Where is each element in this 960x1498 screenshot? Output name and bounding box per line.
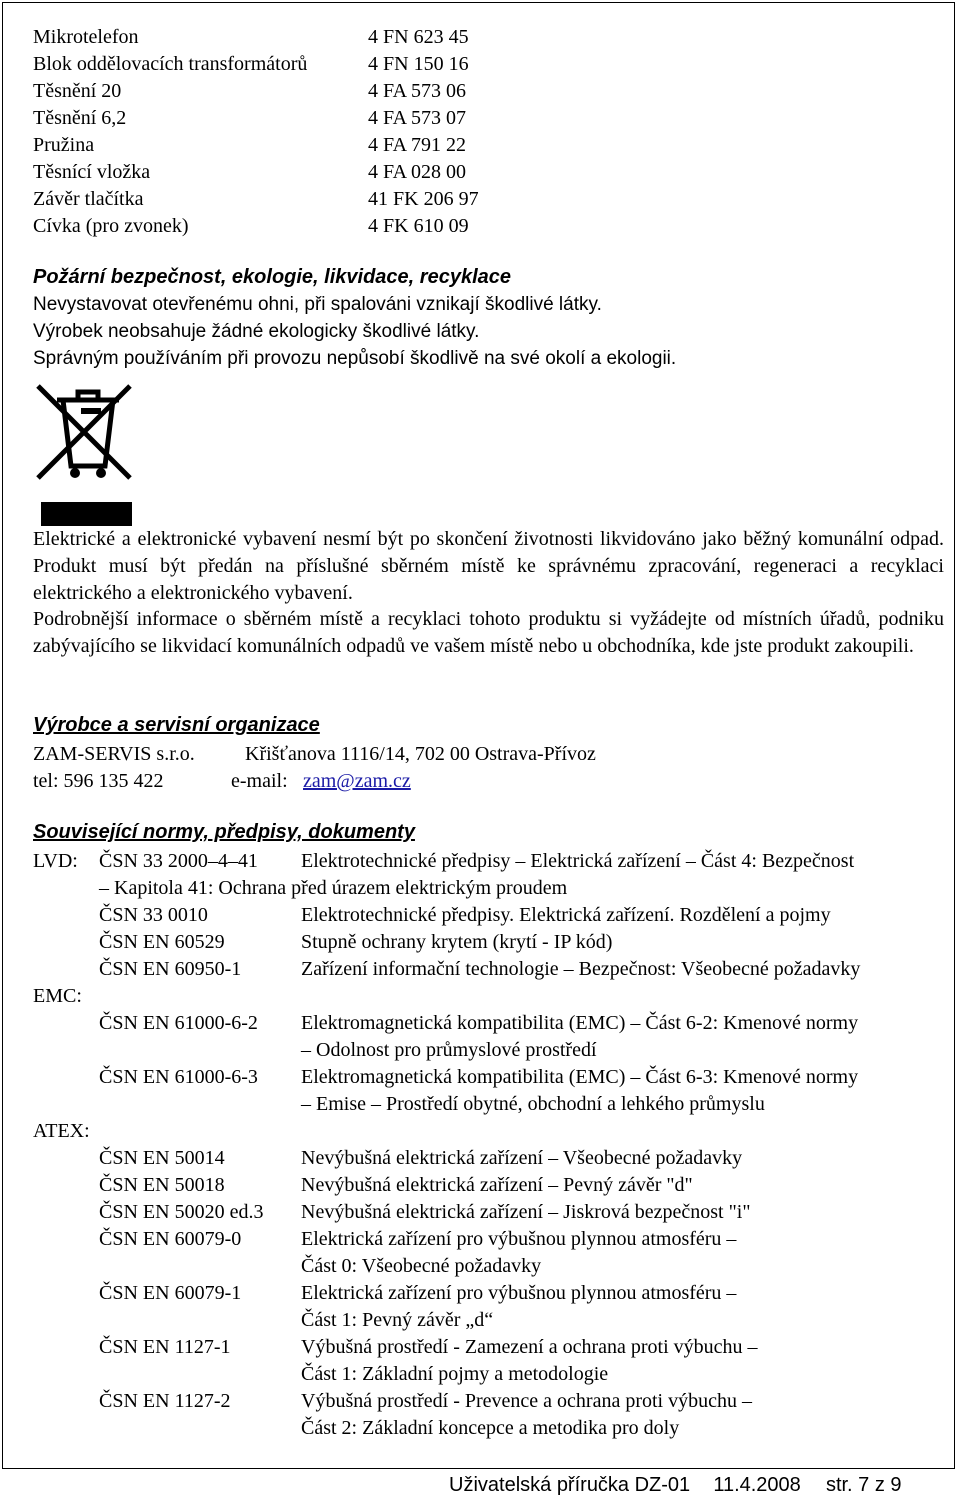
part-code: 4 FA 791 22 <box>368 134 466 156</box>
part-name: Cívka (pro zvonek) <box>33 215 189 237</box>
company-address: Křišťanova 1116/14, 702 00 Ostrava-Přívoz <box>245 743 596 765</box>
part-name: Blok oddělovacích transformátorů <box>33 53 308 75</box>
part-code: 4 FA 028 00 <box>368 161 466 183</box>
norm-description: Výbušná prostředí - Zamezení a ochrana proti výbuchu – <box>301 1336 758 1358</box>
email-label: e-mail: <box>231 770 288 792</box>
part-code: 4 FK 610 09 <box>368 215 469 237</box>
part-code: 4 FN 623 45 <box>368 26 469 48</box>
part-name: Těsnění 6,2 <box>33 107 127 129</box>
norm-description: Nevýbušná elektrická zařízení – Všeobecné požadavky <box>301 1147 743 1169</box>
norm-code: ČSN EN 50020 ed.3 <box>99 1201 264 1223</box>
page-footer <box>449 1474 902 1497</box>
norm-code: ČSN EN 61000-6-2 <box>99 1012 258 1034</box>
norm-description: Zařízení informační technologie – Bezpečnost: Všeobecné požadavky <box>301 958 861 980</box>
fire-safety-line: Správným používáním při provozu nepůsobí škodlivě na své okolí a ekologii. <box>33 348 677 369</box>
norm-code: ČSN EN 50018 <box>99 1174 225 1196</box>
norm-description-cont: – Kapitola 41: Ochrana před úrazem elektrickým proudem <box>99 877 568 899</box>
norm-description: Nevýbušná elektrická zařízení – Pevný závěr "d" <box>301 1174 693 1196</box>
part-name: Závěr tlačítka <box>33 188 144 210</box>
norm-description-cont: Část 2: Základní koncepce a metodika pro doly <box>301 1417 680 1439</box>
norm-code: ČSN 33 2000–4–41 <box>99 850 258 872</box>
norm-description: Nevýbušná elektrická zařízení – Jiskrová bezpečnost "i" <box>301 1201 751 1223</box>
email-link[interactable]: zam@zam.cz <box>303 770 411 792</box>
part-code: 4 FA 573 07 <box>368 107 466 129</box>
disposal-paragraph: Elektrické a elektronické vybavení nesmí být po skončení životnosti likvidováno jako běžný komunální odpad. Produkt musí být předán na příslušné sběrném místě ke správnému zpracování, regeneraci a recyklaci elektrického a elektronického vybavení. <box>33 528 944 604</box>
norm-code: ČSN EN 1127-2 <box>99 1390 231 1412</box>
norm-description: Elektrická zařízení pro výbušnou plynnou atmosféru – <box>301 1282 737 1304</box>
norm-description-cont: – Emise – Prostředí obytné, obchodní a lehkého průmyslu <box>301 1093 765 1115</box>
norm-description-cont: Část 1: Pevný závěr „d“ <box>301 1309 494 1331</box>
norm-description: Elektrická zařízení pro výbušnou plynnou atmosféru – <box>301 1228 737 1250</box>
norm-description: Výbušná prostředí - Prevence a ochrana proti výbuchu – <box>301 1390 752 1412</box>
part-name: Pružina <box>33 134 95 156</box>
fire-safety-heading: Požární bezpečnost, ekologie, likvidace, recyklace <box>33 266 511 288</box>
part-name: Mikrotelefon <box>33 26 139 48</box>
fire-safety-line: Nevystavovat otevřenému ohni, při spalováni vznikají škodlivé látky. <box>33 294 602 315</box>
part-code: 4 FA 573 06 <box>368 80 466 102</box>
disposal-info-paragraph: Podrobnější informace o sběrném místě a recyklaci tohoto produktu si vyžádejte od místních úřadů, podniku zabývajícího se likvidací komunálních odpadů ve vašem místě nebo u obchodníka, kde jste produkt zakoupili. <box>33 608 944 657</box>
norm-code: ČSN EN 60529 <box>99 931 225 953</box>
part-code: 4 FN 150 16 <box>368 53 469 75</box>
norm-code: ČSN EN 60079-1 <box>99 1282 242 1304</box>
norm-description-cont: – Odolnost pro průmyslové prostředí <box>301 1039 597 1061</box>
norm-description-cont: Část 0: Všeobecné požadavky <box>301 1255 542 1277</box>
manufacturer-heading: Výrobce a servisní organizace <box>33 714 320 736</box>
norm-code: ČSN EN 60950-1 <box>99 958 242 980</box>
norm-code: ČSN EN 60079-0 <box>99 1228 242 1250</box>
norm-description-cont: Část 1: Základní pojmy a metodologie <box>301 1363 609 1385</box>
norm-description: Elektrotechnické předpisy – Elektrická zařízení – Část 4: Bezpečnost <box>301 850 855 872</box>
phone-number: tel: 596 135 422 <box>33 770 164 792</box>
part-name: Těsnění 20 <box>33 80 122 102</box>
norm-code: ČSN 33 0010 <box>99 904 208 926</box>
part-name: Těsnící vložka <box>33 161 151 183</box>
norm-code: ČSN EN 1127-1 <box>99 1336 231 1358</box>
company-name: ZAM-SERVIS s.r.o. <box>33 743 195 765</box>
norm-description: Elektromagnetická kompatibilita (EMC) – Část 6-2: Kmenové normy <box>301 1012 859 1034</box>
footer-date: 11.4.2008 <box>713 1474 801 1496</box>
footer-document: Uživatelská příručka DZ-01 <box>449 1474 691 1496</box>
part-code: 41 FK 206 97 <box>368 188 479 210</box>
norm-code: ČSN EN 50014 <box>99 1147 225 1169</box>
norm-description: Elektromagnetická kompatibilita (EMC) – Část 6-3: Kmenové normy <box>301 1066 859 1088</box>
norm-description: Elektrotechnické předpisy. Elektrická zařízení. Rozdělení a pojmy <box>301 904 831 926</box>
norm-code: ČSN EN 61000-6-3 <box>99 1066 258 1088</box>
lvd-label: LVD: <box>33 850 78 872</box>
emc-label: EMC: <box>33 985 82 1007</box>
norms-heading: Související normy, předpisy, dokumenty <box>33 821 415 843</box>
footer-page-number: str. 7 z 9 <box>825 1474 902 1496</box>
fire-safety-line: Výrobek neobsahuje žádné ekologicky škodlivé látky. <box>33 321 480 342</box>
weee-bin-icon <box>33 378 135 528</box>
atex-label: ATEX: <box>33 1120 90 1142</box>
norm-description: Stupně ochrany krytem (krytí - IP kód) <box>301 931 613 953</box>
